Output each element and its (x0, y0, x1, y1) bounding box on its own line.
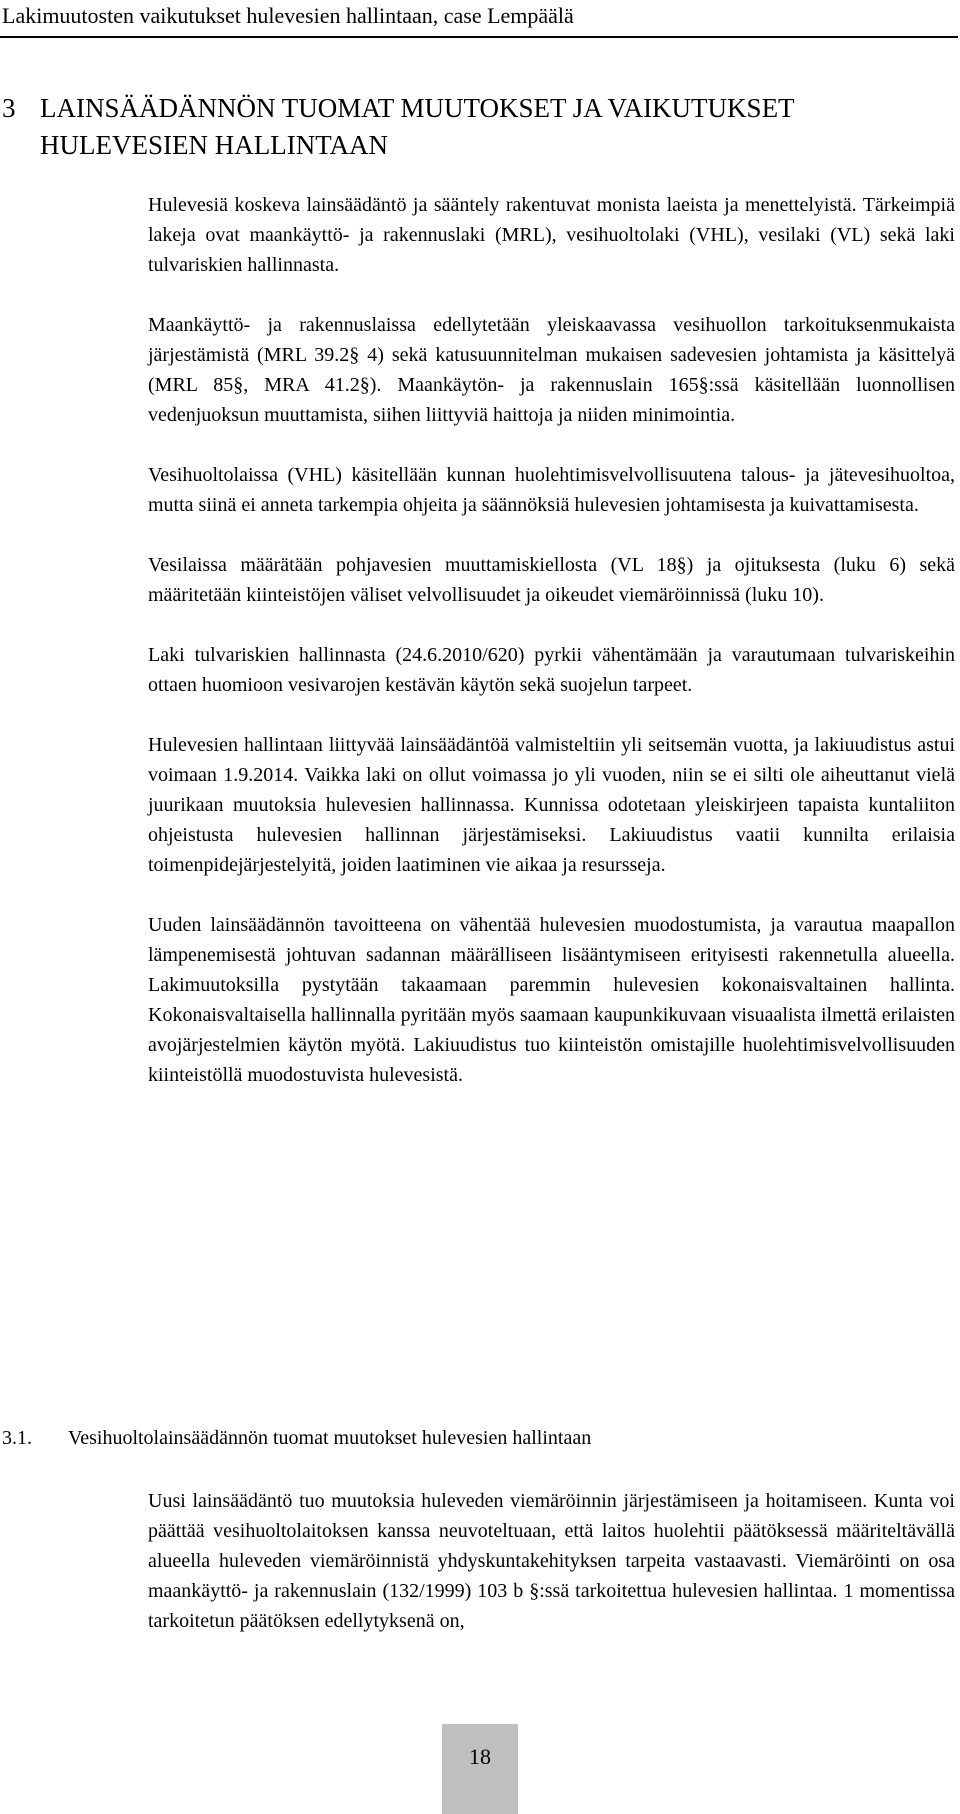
chapter-number: 3 (2, 93, 16, 123)
paragraph-law-reform: Hulevesien hallintaan liittyvää lainsäädäntöä valmisteltiin yli seitsemän vuotta, ja lakiuudistus astui voimaan 1.9.2014. Vaikka laki on ollut voimassa jo yli vuoden, niin se ei silti ole aiheuttanut vielä juurikaan muutoksia hulevesien hallinnassa. Kunnissa odotetaan yleiskirjeen tapaista kuntaliiton ohjeistusta hulevesien hallinnan järjestämiseksi. Lakiuudistus vaatii kunnilta erilaisia toimenpidejärjestelyitä, joiden laatiminen vie aikaa ja resursseja. (148, 734, 955, 876)
chapter-title: LAINSÄÄDÄNNÖN TUOMAT MUUTOKSET JA VAIKUTUKSET HULEVESIEN HALLINTAAN (40, 93, 795, 160)
running-header-title: Lakimuutosten vaikutukset hulevesien hallintaan, case Lempäälä (2, 3, 574, 28)
paragraph-vl: Vesilaissa määrätään pohjavesien muuttamiskiellosta (VL 18§) ja ojituksesta (luku 6) sekä määritetään kiinteistöjen väliset velvollisuudet ja oikeudet viemäröinnissä (luku 10). (148, 554, 955, 606)
section-number: 3.1. (2, 1427, 32, 1449)
paragraph-section-intro: Uusi lainsäädäntö tuo muutoksia huleveden viemäröinnin järjestämiseen ja hoitamiseen. Kunta voi päättää vesihuoltolaitoksen kanssa neuvoteltuaan, että laitos huolehtii päätöksessä määriteltävällä alueella huleveden viemäröinnistä yhdyskuntakehityksen tarpeita vastaavasti. Viemäröinti on osa maankäyttö- ja rakennuslain (132/1999) 103 b §:ssä tarkoitettua hulevesien hallintaa. 1 momentissa tarkoitetun päätöksen edellytyksenä on, (148, 1490, 955, 1632)
paragraph-laws-overview: Hulevesiä koskeva lainsäädäntö ja sääntely rakentuvat monista laeista ja menettelyistä. Tärkeimpiä lakeja ovat maankäyttö- ja rakennuslaki (MRL), vesihuoltolaki (VHL), vesilaki (VL) sekä laki tulvariskien hallinnasta. (148, 194, 955, 276)
paragraph-mrl: Maankäyttö- ja rakennuslaissa edellytetään yleiskaavassa vesihuollon tarkoituksenmukaista järjestämistä (MRL 39.2§ 4) sekä katusuunnitelman mukaisen sadevesien johtamista ja käsittelyä (MRL 85§, MRA 41.2§). Maankäytön- ja rakennuslain 165§:ssä käsitellään luonnollisen vedenjuoksun muuttamista, siihen liittyviä haittoja ja niiden minimointia. (148, 314, 955, 426)
paragraph-reform-goals: Uuden lainsäädännön tavoitteena on vähentää hulevesien muodostumista, ja varautua maapallon lämpenemisestä johtuvan sadannan määrälliseen lisääntymiseen erityisesti rakennetulla alueella. Lakimuutoksilla pystytään takaamaan paremmin hulevesien kokonaisvaltainen hallinta. Kokonaisvaltaisella hallinnalla pyritään myös saamaan kaupunkikuvaan visuaalista ilmettä erilaisten avojärjestelmien käytön myötä. Lakiuudistus tuo kiinteistön omistajille huolehtimisvelvollisuuden kiinteistöllä muodostuvista hulevesistä. (148, 914, 955, 1086)
section-body (148, 1486, 955, 1666)
page-header (0, 0, 960, 40)
paragraph-vhl: Vesihuoltolaissa (VHL) käsitellään kunnan huolehtimisvelvollisuutena talous- ja jätevesihuoltoa, mutta siinä ei anneta tarkempia ohjeita ja säännöksiä hulevesien johtamisesta ja kuivattamisesta. (148, 464, 955, 516)
page-number: 18 (469, 1744, 491, 1769)
header-divider (0, 36, 958, 38)
chapter-body (148, 190, 955, 1120)
section-title: Vesihuoltolainsäädännön tuomat muutokset hulevesien hallintaan (68, 1427, 592, 1449)
paragraph-flood-risk-law: Laki tulvariskien hallinnasta (24.6.2010/620) pyrkii vähentämään ja varautumaan tulvariskeihin ottaen huomioon vesivarojen kestävän käytön sekä suojelun tarpeet. (148, 644, 955, 696)
page-number-badge (442, 1724, 518, 1814)
